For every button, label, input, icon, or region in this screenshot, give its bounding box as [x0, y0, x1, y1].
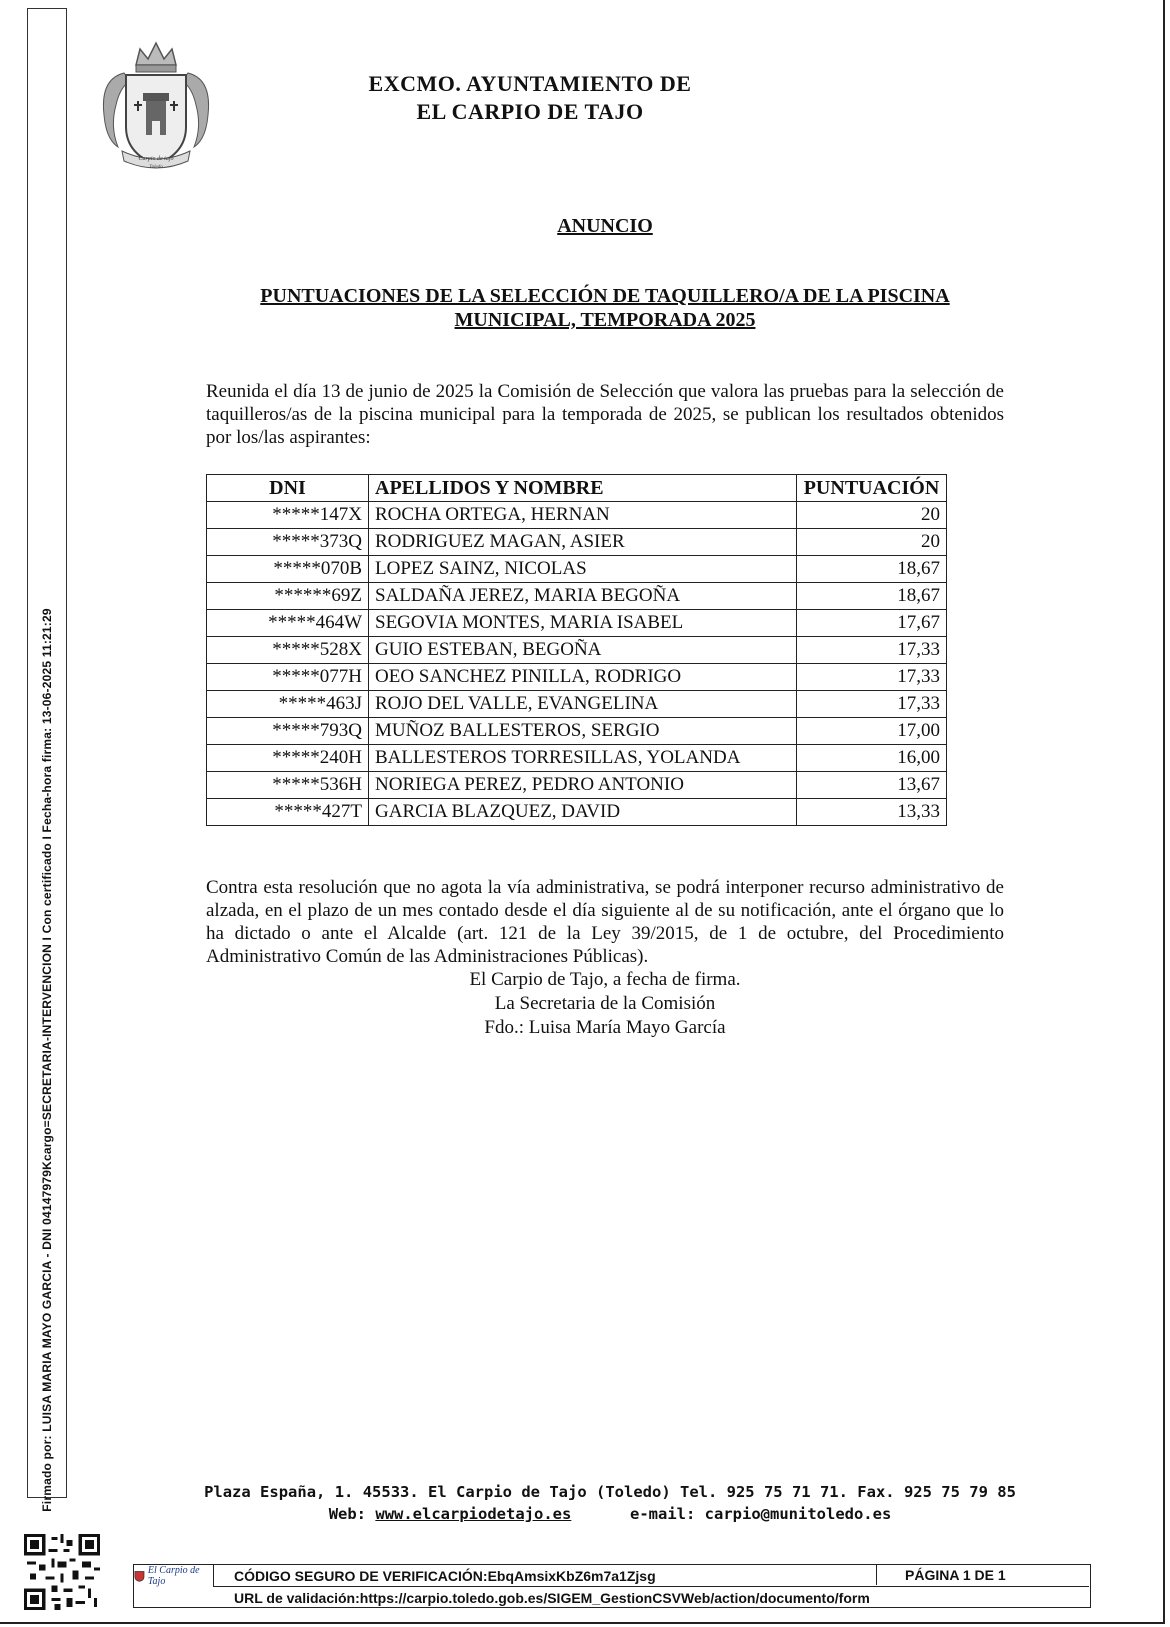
- header-score: PUNTUACIÓN: [797, 475, 947, 502]
- subject-heading: [210, 284, 1000, 332]
- cell-score: 17,33: [797, 637, 947, 664]
- cell-dni: *****240H: [207, 745, 369, 772]
- csv-verification-box: [133, 1564, 1091, 1608]
- cell-name: GARCIA BLAZQUEZ, DAVID: [369, 799, 797, 826]
- scores-table: [206, 474, 947, 826]
- table-row: [207, 799, 947, 826]
- coat-of-arms-logo: [96, 35, 216, 175]
- cell-score: 17,33: [797, 664, 947, 691]
- header-title: [300, 70, 760, 126]
- footer-contact-line: [180, 1503, 1040, 1525]
- crest-mini-icon: [134, 1569, 145, 1583]
- footer-address-line: Plaza España, 1. 45533. El Carpio de Tajo (Toledo) Tel. 925 75 71 71. Fax. 925 75 79 85: [204, 1483, 1016, 1501]
- footer-web-link[interactable]: www.elcarpiodetajo.es: [375, 1505, 572, 1523]
- cell-score: 13,33: [797, 799, 947, 826]
- signature-place-date: El Carpio de Tajo, a fecha de firma.: [469, 969, 741, 990]
- table-row: [207, 556, 947, 583]
- table-row: [207, 772, 947, 799]
- cell-name: ROCHA ORTEGA, HERNAN: [369, 502, 797, 529]
- csv-row-code: [214, 1565, 1089, 1587]
- subject-line-2: MUNICIPAL, TEMPORADA 2025: [454, 309, 756, 331]
- cell-score: 17,00: [797, 718, 947, 745]
- table-row: [207, 610, 947, 637]
- cell-score: 20: [797, 502, 947, 529]
- header-dni: DNI: [207, 475, 369, 502]
- table-header-row: [207, 475, 947, 502]
- cell-dni: *****793Q: [207, 718, 369, 745]
- cell-name: RODRIGUEZ MAGAN, ASIER: [369, 529, 797, 556]
- table-row: [207, 718, 947, 745]
- table-row: [207, 637, 947, 664]
- header-name: APELLIDOS Y NOMBRE: [369, 475, 797, 502]
- table-row: [207, 745, 947, 772]
- table-row: [207, 583, 947, 610]
- crest-sub: Toledo: [149, 165, 163, 170]
- signature-block: [380, 968, 830, 1040]
- cell-dni: ******69Z: [207, 583, 369, 610]
- csv-page-number: PÁGINA 1 DE 1: [876, 1565, 1087, 1585]
- cell-name: GUIO ESTEBAN, BEGOÑA: [369, 637, 797, 664]
- cell-score: 17,33: [797, 691, 947, 718]
- cell-name: OEO SANCHEZ PINILLA, RODRIGO: [369, 664, 797, 691]
- table-row: [207, 529, 947, 556]
- closing-paragraph: Contra esta resolución que no agota la vía administrativa, se podrá interponer recurso administrativo de alzada, en el plazo de un mes contado desde el día siguiente al de su notificación, ante el órgano que lo ha dictado o ante el Alcalde (art. 121 de la Ley 39/2015, de 1 de octubre, del Procedimiento Administrativo Común de las Administraciones Públicas).: [206, 877, 1004, 967]
- intro-paragraph: Reunida el día 13 de junio de 2025 la Comisión de Selección que valora las pruebas para la selección de taquilleros/as de la piscina municipal para la temporada de 2025, se publican los resultados obtenidos por los/las aspirantes:: [206, 381, 1004, 448]
- cell-name: SALDAÑA JEREZ, MARIA BEGOÑA: [369, 583, 797, 610]
- cell-name: SEGOVIA MONTES, MARIA ISABEL: [369, 610, 797, 637]
- header-line-1: EXCMO. AYUNTAMIENTO DE: [368, 71, 692, 96]
- subject-line-1: PUNTUACIONES DE LA SELECCIÓN DE TAQUILLERO/A DE LA PISCINA: [260, 285, 950, 307]
- cell-score: 18,67: [797, 556, 947, 583]
- cell-score: 18,67: [797, 583, 947, 610]
- cell-score: 16,00: [797, 745, 947, 772]
- cell-dni: *****464W: [207, 610, 369, 637]
- cell-dni: *****070B: [207, 556, 369, 583]
- signature-role: La Secretaria de la Comisión: [494, 993, 716, 1014]
- cell-name: LOPEZ SAINZ, NICOLAS: [369, 556, 797, 583]
- crest-caption: Carpio de tajo: [138, 156, 174, 162]
- footer-web-label: Web:: [328, 1505, 367, 1523]
- anuncio-heading: ANUNCIO: [557, 215, 653, 237]
- cell-name: MUÑOZ BALLESTEROS, SERGIO: [369, 718, 797, 745]
- table-row: [207, 502, 947, 529]
- cell-score: 17,67: [797, 610, 947, 637]
- cell-score: 13,67: [797, 772, 947, 799]
- table-row: [207, 691, 947, 718]
- signature-sidebar-text: Firmado por: LUISA MARIA MAYO GARCIA - DNI 04147979Kcargo=SECRETARIA-INTERVENCION I Con certificado I Fecha-hora firma: 13-06-2025 11:21:29: [40, 608, 54, 1512]
- cell-dni: *****077H: [207, 664, 369, 691]
- cell-dni: *****463J: [207, 691, 369, 718]
- signature-signed-by: Fdo.: Luisa María Mayo García: [484, 1017, 726, 1038]
- footer-email[interactable]: e-mail: carpio@munitoledo.es: [630, 1505, 892, 1523]
- header-line-2: EL CARPIO DE TAJO: [416, 99, 644, 124]
- cell-name: NORIEGA PEREZ, PEDRO ANTONIO: [369, 772, 797, 799]
- csv-logo: [134, 1565, 214, 1587]
- cell-dni: *****536H: [207, 772, 369, 799]
- cell-dni: *****528X: [207, 637, 369, 664]
- csv-logo-text: El Carpio de Tajo: [147, 1565, 200, 1587]
- qr-code-icon: [24, 1534, 100, 1610]
- table-row: [207, 664, 947, 691]
- cell-dni: *****373Q: [207, 529, 369, 556]
- cell-name: ROJO DEL VALLE, EVANGELINA: [369, 691, 797, 718]
- cell-dni: *****147X: [207, 502, 369, 529]
- csv-url[interactable]: URL de validación:https://carpio.toledo.gob.es/SIGEM_GestionCSVWeb/action/documento/form: [234, 1590, 870, 1606]
- cell-dni: *****427T: [207, 799, 369, 826]
- cell-name: BALLESTEROS TORRESILLAS, YOLANDA: [369, 745, 797, 772]
- csv-code: CÓDIGO SEGURO DE VERIFICACIÓN:EbqAmsixKbZ6m7a1Zjsg: [234, 1568, 656, 1584]
- cell-score: 20: [797, 529, 947, 556]
- footer-address: [180, 1481, 1040, 1525]
